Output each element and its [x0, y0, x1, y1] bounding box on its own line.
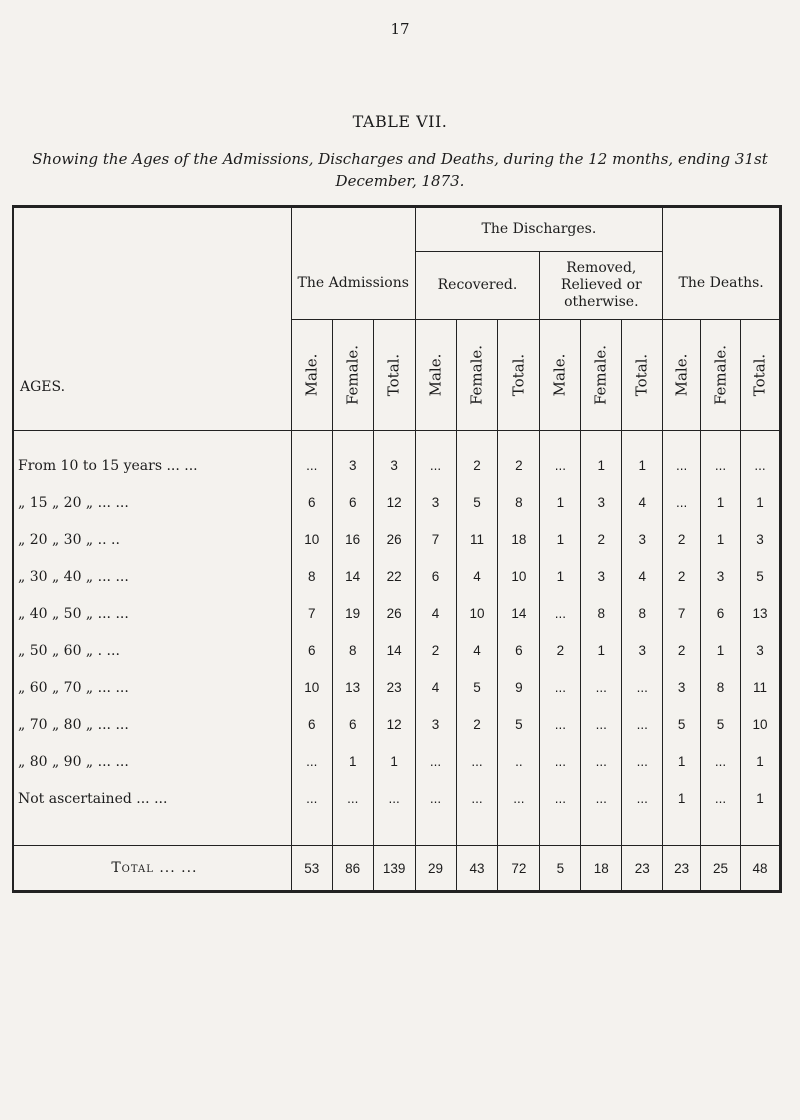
table-cell: 1 — [663, 780, 701, 817]
sub-header-label: Total. — [750, 353, 769, 397]
table-cell: 1 — [663, 743, 701, 780]
table-cell: 2 — [415, 632, 456, 669]
sub-header — [498, 320, 540, 431]
table-cell: 5 — [540, 846, 581, 892]
sub-header — [415, 320, 456, 431]
table-cell: 1 — [581, 447, 622, 484]
table-cell: 5 — [663, 706, 701, 743]
table-cell: 3 — [332, 447, 373, 484]
table-cell: 2 — [540, 632, 581, 669]
table-cell: 86 — [332, 846, 373, 892]
table-title: TABLE VII. — [352, 112, 448, 131]
total-row — [13, 846, 781, 892]
table-cell: ... — [415, 743, 456, 780]
row-label: „ 60 „ 70 „ ... ... — [18, 679, 129, 696]
sub-header-label: Female. — [343, 344, 362, 406]
table-cell: 1 — [622, 447, 663, 484]
table-cell: ... — [332, 780, 373, 817]
table-cell: 10 — [740, 706, 780, 743]
table-cell: 2 — [663, 632, 701, 669]
table-cell: 4 — [456, 632, 498, 669]
sub-header — [701, 320, 741, 431]
removed-header — [540, 252, 663, 320]
table-cell: ... — [701, 743, 741, 780]
table-cell: ... — [540, 669, 581, 706]
table-cell: 14 — [332, 558, 373, 595]
table-cell: 19 — [332, 595, 373, 632]
table-cell: 14 — [498, 595, 540, 632]
table-cell: 6 — [332, 484, 373, 521]
sub-header-label: Female. — [591, 344, 610, 406]
table-cell: 8 — [701, 669, 741, 706]
caption-line-1: Showing the Ages of the Admissions, Discharges and Deaths, during the 12 months, ending 31st — [32, 150, 768, 168]
row-label: „ 70 „ 80 „ ... ... — [18, 716, 129, 733]
table-cell: 1 — [540, 484, 581, 521]
spacer-row — [13, 817, 781, 846]
table-row — [13, 484, 781, 521]
row-label: „ 80 „ 90 „ ... ... — [18, 753, 129, 770]
sub-header — [622, 320, 663, 431]
table-cell: 23 — [663, 846, 701, 892]
deaths-header: The Deaths. — [663, 207, 781, 320]
table-cell: ... — [622, 780, 663, 817]
table-cell: ... — [581, 743, 622, 780]
table-cell: 3 — [740, 521, 780, 558]
table-cell: 5 — [456, 484, 498, 521]
table-cell: 8 — [581, 595, 622, 632]
table-cell: 72 — [498, 846, 540, 892]
table-cell: ... — [456, 780, 498, 817]
table-cell: 11 — [740, 669, 780, 706]
table-cell: 13 — [332, 669, 373, 706]
table-cell: ... — [291, 780, 332, 817]
table-cell: 3 — [622, 521, 663, 558]
table-cell: 1 — [332, 743, 373, 780]
row-label: Total ... ... — [13, 846, 291, 892]
table-cell: 4 — [415, 669, 456, 706]
table-cell: 53 — [291, 846, 332, 892]
table-cell: 4 — [415, 595, 456, 632]
sub-header-label: Male. — [672, 353, 691, 397]
table-cell: 1 — [740, 780, 780, 817]
table-cell: 10 — [456, 595, 498, 632]
table-cell: 3 — [663, 669, 701, 706]
table-cell: 3 — [701, 558, 741, 595]
sub-header — [332, 320, 373, 431]
table-cell: 3 — [622, 632, 663, 669]
row-label: From 10 to 15 years ... ... — [18, 457, 198, 474]
table-cell: 6 — [291, 706, 332, 743]
table-cell: 8 — [622, 595, 663, 632]
table-cell: ... — [415, 780, 456, 817]
table-cell: 4 — [456, 558, 498, 595]
table-cell: 6 — [415, 558, 456, 595]
table-cell: 1 — [701, 484, 741, 521]
table-cell: 48 — [740, 846, 780, 892]
table-cell: ... — [291, 743, 332, 780]
row-label: „ 15 „ 20 „ ... ... — [18, 494, 129, 511]
removed-header-line-2: Relieved or — [560, 277, 642, 293]
table-cell: 2 — [663, 521, 701, 558]
table-cell: 1 — [540, 558, 581, 595]
table-row — [13, 743, 781, 780]
table-cell: 1 — [373, 743, 415, 780]
row-label: Not ascertained ... ... — [18, 790, 168, 807]
row-label: „ 20 „ 30 „ .. .. — [18, 531, 120, 548]
table-cell: 26 — [373, 521, 415, 558]
table-cell: 25 — [701, 846, 741, 892]
table-cell: ... — [581, 669, 622, 706]
table-cell: 3 — [581, 558, 622, 595]
table-cell: ... — [581, 706, 622, 743]
table-cell: 1 — [740, 484, 780, 521]
table-cell: 6 — [291, 484, 332, 521]
table-cell: ... — [540, 780, 581, 817]
table-row — [13, 706, 781, 743]
table-cell: ... — [663, 484, 701, 521]
sub-header — [456, 320, 498, 431]
sub-header — [540, 320, 581, 431]
table-cell: 5 — [701, 706, 741, 743]
sub-header-label: Total. — [384, 353, 403, 397]
sub-header — [581, 320, 622, 431]
table-cell: 3 — [373, 447, 415, 484]
table-cell: 8 — [498, 484, 540, 521]
discharges-header: The Discharges. — [415, 207, 663, 252]
table-cell: 1 — [701, 521, 741, 558]
removed-header-line-1: Removed, — [566, 260, 637, 276]
table-cell: 1 — [701, 632, 741, 669]
table-cell: 2 — [663, 558, 701, 595]
table-cell: 26 — [373, 595, 415, 632]
table-cell: ... — [540, 447, 581, 484]
table-cell: 16 — [332, 521, 373, 558]
sub-header-label: Female. — [711, 344, 730, 406]
table-cell: 6 — [291, 632, 332, 669]
sub-header-label: Male. — [550, 353, 569, 397]
table-cell: ... — [540, 743, 581, 780]
table-cell: 7 — [415, 521, 456, 558]
sub-header — [291, 320, 332, 431]
table-row — [13, 558, 781, 595]
table-row — [13, 669, 781, 706]
table-cell: ... — [622, 669, 663, 706]
table-cell: 10 — [291, 521, 332, 558]
sub-header-label: Total. — [509, 353, 528, 397]
table-cell: ... — [701, 447, 741, 484]
table-cell: 7 — [291, 595, 332, 632]
table-caption — [30, 148, 770, 192]
table-cell: ... — [373, 780, 415, 817]
removed-header-line-3: otherwise. — [564, 294, 639, 310]
table-cell: 12 — [373, 484, 415, 521]
sub-header-label: Male. — [302, 353, 321, 397]
table-cell: 9 — [498, 669, 540, 706]
table-row — [13, 447, 781, 484]
table-cell: 23 — [373, 669, 415, 706]
sub-header — [373, 320, 415, 431]
table-cell: 10 — [498, 558, 540, 595]
sub-header — [663, 320, 701, 431]
table-cell: 4 — [622, 484, 663, 521]
table-cell: 14 — [373, 632, 415, 669]
table-cell: 6 — [498, 632, 540, 669]
sub-header — [740, 320, 780, 431]
table-cell: 7 — [663, 595, 701, 632]
table-cell: 8 — [332, 632, 373, 669]
table-row — [13, 780, 781, 817]
table-cell: 8 — [291, 558, 332, 595]
sub-header-label: Male. — [426, 353, 445, 397]
table-cell: 2 — [581, 521, 622, 558]
caption-line-2: December, 1873. — [335, 172, 465, 190]
table-cell: 2 — [456, 706, 498, 743]
table-cell: 3 — [581, 484, 622, 521]
table-cell: ... — [622, 743, 663, 780]
table-cell: 29 — [415, 846, 456, 892]
ages-header: AGES. — [20, 379, 66, 395]
table-cell: 5 — [456, 669, 498, 706]
table-cell: ... — [701, 780, 741, 817]
table-cell: 2 — [456, 447, 498, 484]
table-cell: 43 — [456, 846, 498, 892]
table-cell: ... — [663, 447, 701, 484]
table-cell: 4 — [622, 558, 663, 595]
table-cell: 11 — [456, 521, 498, 558]
table-cell: 3 — [740, 632, 780, 669]
table-cell: ... — [456, 743, 498, 780]
table-cell: ... — [540, 595, 581, 632]
row-label: „ 40 „ 50 „ ... ... — [18, 605, 129, 622]
table-cell: ... — [291, 447, 332, 484]
table-cell: 22 — [373, 558, 415, 595]
table-row — [13, 632, 781, 669]
table-cell: 6 — [332, 706, 373, 743]
table-cell: 1 — [540, 521, 581, 558]
table-cell: 13 — [740, 595, 780, 632]
table-cell: 18 — [498, 521, 540, 558]
sub-header-label: Total. — [632, 353, 651, 397]
page-number: 17 — [390, 20, 410, 38]
table-cell: .. — [498, 743, 540, 780]
table-cell: 5 — [498, 706, 540, 743]
statistics-table — [12, 205, 782, 893]
table-cell: 1 — [740, 743, 780, 780]
table-cell: ... — [415, 447, 456, 484]
table-row — [13, 595, 781, 632]
table-cell: ... — [581, 780, 622, 817]
table-row — [13, 521, 781, 558]
table-cell: 5 — [740, 558, 780, 595]
table-cell: 10 — [291, 669, 332, 706]
table-cell: ... — [740, 447, 780, 484]
table-cell: 18 — [581, 846, 622, 892]
table-body — [13, 431, 781, 892]
table-cell: ... — [622, 706, 663, 743]
spacer-row — [13, 431, 781, 448]
table-cell: 139 — [373, 846, 415, 892]
table-cell: 6 — [701, 595, 741, 632]
table-cell: 1 — [581, 632, 622, 669]
recovered-header: Recovered. — [415, 252, 540, 320]
admissions-header: The Admissions — [291, 207, 415, 320]
table-cell: 3 — [415, 484, 456, 521]
table-cell: 12 — [373, 706, 415, 743]
sub-header-label: Female. — [467, 344, 486, 406]
table-cell: 2 — [498, 447, 540, 484]
row-label: „ 30 „ 40 „ ... ... — [18, 568, 129, 585]
table-cell: 23 — [622, 846, 663, 892]
row-label: „ 50 „ 60 „ . ... — [18, 642, 120, 659]
table-cell: 3 — [415, 706, 456, 743]
table-cell: ... — [540, 706, 581, 743]
table-cell: ... — [498, 780, 540, 817]
